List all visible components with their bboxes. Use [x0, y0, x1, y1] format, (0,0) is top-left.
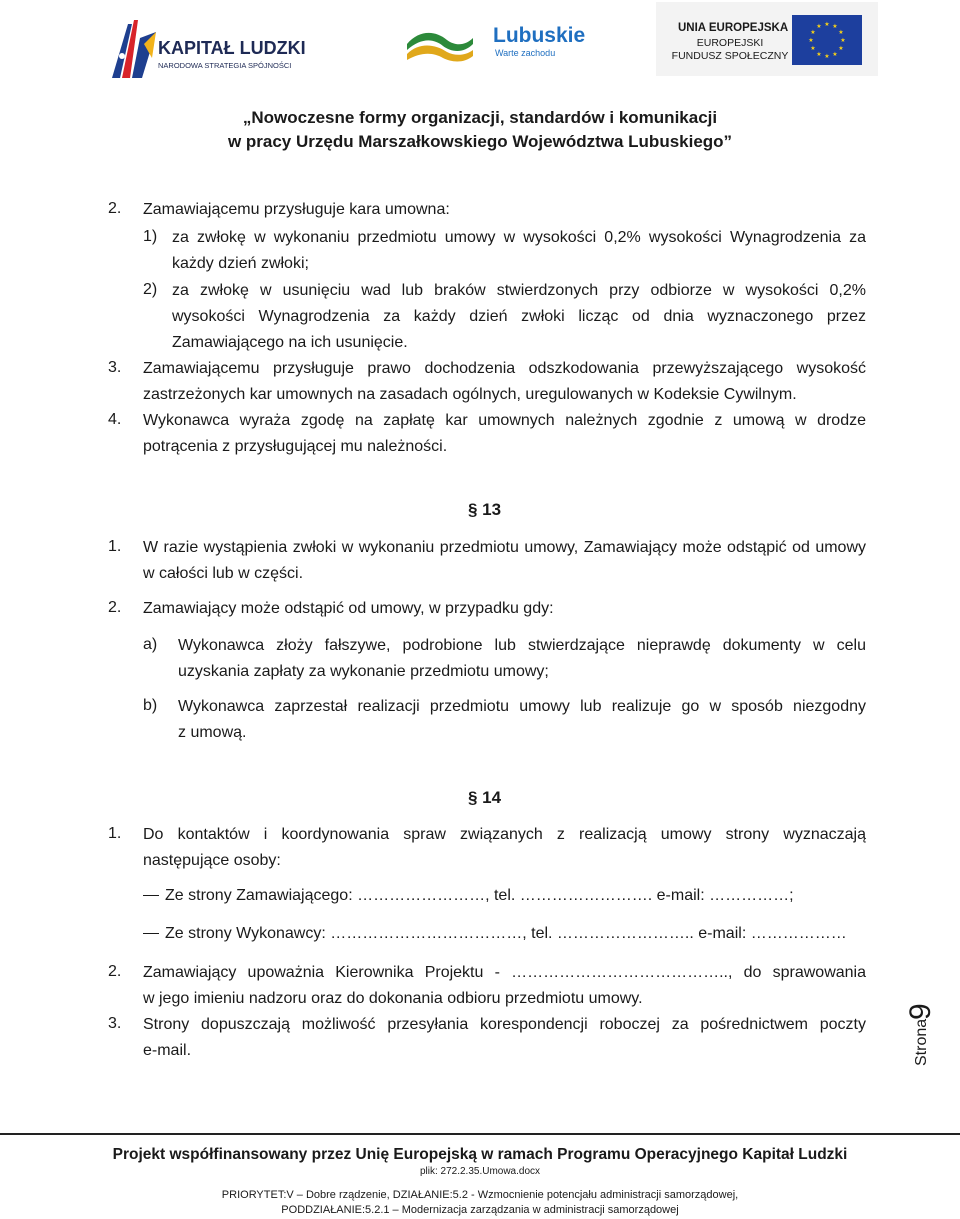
- eu-line-3: FUNDUSZ SPOŁECZNY: [671, 50, 789, 62]
- list-number: 3.: [108, 359, 122, 376]
- svg-text:★: ★: [824, 21, 830, 28]
- paragraph-line: w całości lub w części.: [143, 565, 304, 582]
- list-number: 1.: [108, 825, 122, 842]
- paragraph-line: potrącenia z przysługującej mu należności.: [143, 438, 448, 455]
- paragraph-line: Do kontaktów i koordynowania spraw związanych z realizacją umowy strony wyznaczają: [143, 826, 866, 843]
- list-number: 1): [143, 228, 158, 245]
- list-number: 2.: [108, 200, 122, 217]
- lubuskie-slogan: Warte zachodu: [495, 48, 556, 58]
- svg-text:★: ★: [824, 53, 830, 60]
- footer-divider: [0, 1133, 960, 1135]
- paragraph: Zamawiającemu przysługuje kara umowna:: [143, 201, 450, 218]
- svg-text:★: ★: [832, 23, 838, 30]
- document-title-line-1: „Nowoczesne formy organizacji, standardów i komunikacji: [242, 108, 718, 127]
- page-number-indicator: [900, 990, 960, 1070]
- kapital-ludzki-logo: [108, 18, 306, 80]
- paragraph-line: Wykonawca wyraża zgodę na zapłatę kar umownych należnych zgodnie z umową w drodze: [143, 412, 866, 429]
- paragraph-line: Wykonawca zaprzestał realizacji przedmiotu umowy lub realizuje go w sposób niezgodny: [178, 698, 866, 715]
- svg-text:★: ★: [810, 45, 816, 52]
- list-number: 3.: [108, 1015, 122, 1032]
- eu-line-1: UNIA EUROPEJSKA: [678, 22, 789, 34]
- svg-text:★: ★: [808, 37, 814, 44]
- paragraph: Zamawiający może odstąpić od umowy, w przypadku gdy:: [143, 600, 554, 617]
- lubuskie-waves-icon: [405, 24, 475, 64]
- list-number: 2.: [108, 599, 122, 616]
- paragraph-line: z umową.: [178, 724, 247, 741]
- kapital-ludzki-subtitle: NARODOWA STRATEGIA SPÓJNOŚCI: [158, 61, 292, 70]
- svg-text:★: ★: [816, 51, 822, 58]
- list-letter: b): [143, 697, 158, 714]
- section-heading-14: § 14: [468, 788, 502, 807]
- page-label: Strona: [913, 1018, 930, 1066]
- paragraph-line: Zamawiającego na ich usunięcie.: [172, 334, 408, 351]
- paragraph-line: wysokości Wynagrodzenia za każdy dzień zwłoki licząc od dnia wyznaczonego przez: [172, 308, 866, 325]
- eu-flag-icon: [792, 15, 862, 65]
- kapital-ludzki-emblem-icon: [108, 18, 162, 80]
- svg-text:★: ★: [838, 29, 844, 36]
- paragraph-line: każdy dzień zwłoki;: [172, 255, 309, 272]
- paragraph-line: zastrzeżonych kar umownych na zasadach ogólnych, uregulowanych w Kodeksie Cywilnym.: [143, 386, 797, 403]
- paragraph-line: e-mail.: [143, 1042, 192, 1059]
- svg-text:★: ★: [816, 23, 822, 30]
- footer-filename: plik: 272.2.35.Umowa.docx: [419, 1166, 541, 1177]
- eu-social-fund-logo: [656, 2, 878, 76]
- list-number: 4.: [108, 411, 122, 428]
- paragraph-line: Zamawiający upoważnia Kierownika Projektu - ………………………………….., do sprawowania: [143, 964, 866, 981]
- paragraph-line: Zamawiającemu przysługuje prawo dochodzenia odszkodowania przewyższającego wysokość: [143, 360, 866, 377]
- list-number: 2): [143, 281, 158, 298]
- list-number: 2.: [108, 963, 122, 980]
- lubuskie-logo: [405, 22, 586, 66]
- footer-cofinancing: Projekt współfinansowany przez Unię Europejską w ramach Programu Operacyjnego Kapitał Ludzki: [112, 1146, 848, 1163]
- list-number: 1.: [108, 538, 122, 555]
- svg-text:★: ★: [832, 51, 838, 58]
- dash-bullet-icon: [143, 933, 159, 934]
- contact-line-contractor: Ze strony Wykonawcy: ………………………………, tel. …………………….. e-mail: ………………: [165, 925, 847, 942]
- paragraph-line: uzyskania zapłaty za wykonanie przedmiotu umowy;: [178, 663, 549, 680]
- document-title-line-2: w pracy Urzędu Marszałkowskiego Województwa Lubuskiego”: [227, 132, 733, 151]
- paragraph-line: następujące osoby:: [143, 852, 281, 869]
- page-number: 9: [904, 1003, 937, 1020]
- lubuskie-name: Lubuskie: [493, 24, 586, 47]
- paragraph-line: Wykonawca złoży fałszywe, podrobione lub stwierdzające nieprawdę dokumenty w celu: [178, 637, 866, 654]
- paragraph-line: w jego imieniu nadzoru oraz do dokonania odbioru przedmiotu umowy.: [143, 990, 643, 1007]
- svg-text:★: ★: [838, 45, 844, 52]
- contact-line-ordering-party: Ze strony Zamawiającego: ……………………, tel. ……………………. e-mail: ……………;: [165, 887, 794, 904]
- svg-text:★: ★: [810, 29, 816, 36]
- section-heading-13: § 13: [468, 500, 502, 519]
- list-letter: a): [143, 636, 158, 653]
- paragraph-line: W razie wystąpienia zwłoki w wykonaniu przedmiotu umowy, Zamawiający może odstąpić od umowy: [143, 539, 866, 556]
- paragraph-line: za zwłokę w usunięciu wad lub braków stwierdzonych przy odbiorze w wysokości 0,2%: [172, 282, 866, 299]
- svg-text:★: ★: [840, 37, 846, 44]
- kapital-ludzki-name: KAPITAŁ LUDZKI: [158, 38, 306, 58]
- paragraph-line: za zwłokę w wykonaniu przedmiotu umowy w wysokości 0,2% wysokości Wynagrodzenia za: [172, 229, 866, 246]
- dash-bullet-icon: [143, 895, 159, 896]
- footer-priority: PRIORYTET:V – Dobre rządzenie, DZIAŁANIE:5.2 - Wzmocnienie potencjału administracji samorządowej,: [221, 1189, 739, 1201]
- footer-subaction: PODDZIAŁANIE:5.2.1 – Modernizacja zarządzania w administracji samorządowej: [281, 1204, 679, 1216]
- eu-line-2: EUROPEJSKI: [696, 37, 764, 49]
- paragraph-line: Strony dopuszczają możliwość przesyłania korespondencji roboczej za pośrednictwem poczty: [143, 1016, 866, 1033]
